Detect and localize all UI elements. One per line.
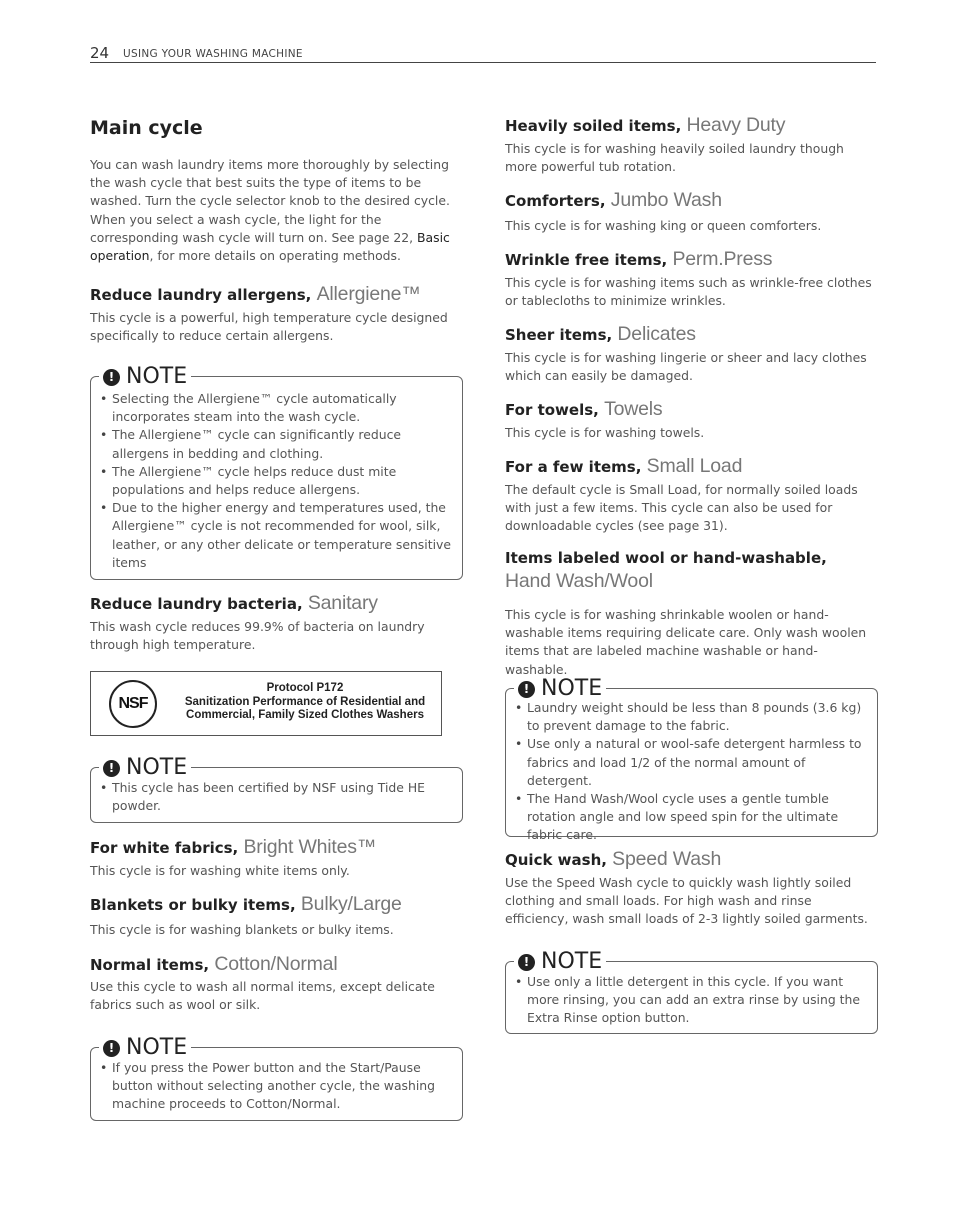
small-load-heading xyxy=(505,455,742,478)
note-title: NOTE xyxy=(126,364,188,389)
hand-wash-heading xyxy=(505,549,827,567)
cotton-cycle-name: Cotton/Normal xyxy=(214,953,338,975)
note-header xyxy=(514,950,606,974)
jumbo-wash-label: Comforters, xyxy=(505,192,611,210)
note-title: NOTE xyxy=(126,1035,188,1060)
allergiene-cycle-name: Allergiene™ xyxy=(316,283,421,305)
perm-press-desc: This cycle is for washing items such as wrinkle-free clothes or tablecloths to minimize wrinkles. xyxy=(505,275,872,309)
note-item: • This cycle has been certified by NSF using Tide HE powder. xyxy=(98,779,454,815)
nsf-certification-box xyxy=(90,671,442,736)
note-item: • Selecting the Allergiene™ cycle automatically incorporates steam into the wash cycle. xyxy=(98,390,454,426)
bulky-desc: This cycle is for washing blankets or bulky items. xyxy=(90,922,394,937)
note-header xyxy=(99,1036,191,1060)
bulky-label: Blankets or bulky items, xyxy=(90,896,301,914)
allergiene-heading xyxy=(90,283,421,306)
nsf-protocol-text xyxy=(171,682,439,723)
nsf-protocol: Protocol P172 xyxy=(266,682,344,694)
speed-wash-label: Quick wash, xyxy=(505,851,613,869)
bright-whites-label: For white fabrics, xyxy=(90,839,244,857)
speed-wash-cycle-name: Speed Wash xyxy=(612,848,722,870)
warning-icon: ! xyxy=(103,369,120,386)
cotton-label: Normal items, xyxy=(90,956,215,974)
bright-whites-cycle-name: Bright Whites™ xyxy=(243,836,377,858)
note-list xyxy=(513,973,871,1028)
note-box-nsf xyxy=(90,755,463,823)
note-box-hand-wash xyxy=(505,676,878,843)
note-item: • The Allergiene™ cycle can significantly reduce allergens in bedding and clothing. xyxy=(98,426,454,462)
basic-operation-link[interactable]: Basic operation xyxy=(90,229,450,264)
small-load-label: For a few items, xyxy=(505,458,647,476)
note-item: • The Hand Wash/Wool cycle uses a gentle tumble rotation angle and low speed spin for the ultimate fabric care. xyxy=(513,790,871,845)
nsf-logo xyxy=(109,680,157,728)
sanitary-desc: This wash cycle reduces 99.9% of bacteria on laundry through high temperature. xyxy=(90,619,425,653)
sanitary-cycle-name: Sanitary xyxy=(307,592,378,614)
cotton-heading xyxy=(90,953,337,976)
towels-label: For towels, xyxy=(505,401,605,419)
note-item: • If you press the Power button and the Start/Pause button without selecting another cycle, the washing machine proceeds to Cotton/Normal. xyxy=(98,1059,454,1114)
note-box-allergiene xyxy=(90,364,463,580)
note-list xyxy=(98,779,454,815)
warning-icon: ! xyxy=(103,760,120,777)
towels-heading xyxy=(505,398,662,421)
section-title: USING YOUR WASHING MACHINE xyxy=(123,48,303,60)
jumbo-wash-cycle-name: Jumbo Wash xyxy=(610,189,722,211)
page-header xyxy=(90,44,876,63)
note-header xyxy=(99,756,191,780)
bulky-cycle-name: Bulky/Large xyxy=(300,893,402,915)
hand-wash-desc: This cycle is for washing shrinkable woolen or hand-washable items requiring delicate care. Only wash woolen items that are labeled machine washable or hand-washable. xyxy=(505,607,867,677)
hand-wash-label: Items labeled wool or hand-washable, xyxy=(505,549,827,567)
delicates-desc: This cycle is for washing lingerie or sheer and lacy clothes which can easily be damaged. xyxy=(505,350,867,384)
delicates-heading xyxy=(505,323,696,346)
note-header xyxy=(99,365,191,389)
towels-cycle-name: Towels xyxy=(604,398,663,420)
note-item: • Laundry weight should be less than 8 pounds (3.6 kg) to prevent damage to the fabric. xyxy=(513,699,871,735)
bright-whites-heading xyxy=(90,836,376,859)
note-item: • Use only a little detergent in this cycle. If you want more rinsing, you can add an extra rinse by using the Extra Rinse option button. xyxy=(513,973,871,1028)
bright-whites-desc: This cycle is for washing white items only. xyxy=(90,863,350,878)
intro-paragraph xyxy=(90,156,468,265)
jumbo-wash-desc: This cycle is for washing king or queen comforters. xyxy=(505,218,822,233)
allergiene-label: Reduce laundry allergens, xyxy=(90,286,317,304)
warning-icon: ! xyxy=(518,681,535,698)
cotton-desc: Use this cycle to wash all normal items, except delicate fabrics such as wool or silk. xyxy=(90,979,435,1013)
sanitary-label: Reduce laundry bacteria, xyxy=(90,595,308,613)
note-list xyxy=(98,390,454,572)
heavy-duty-label: Heavily soiled items, xyxy=(505,117,687,135)
intro-text-end: , for more details on operating methods. xyxy=(149,248,401,264)
perm-press-cycle-name: Perm.Press xyxy=(672,248,773,270)
towels-desc: This cycle is for washing towels. xyxy=(505,425,705,440)
hand-wash-cycle-name: Hand Wash/Wool xyxy=(505,570,653,592)
intro-text: You can wash laundry items more thoroughly by selecting the wash cycle that best suits the type of items to be washed. Turn the cycle selector knob to the desired cycle. When you select a wash cycle, the light for the corresponding wash cycle will turn on. See page 22, xyxy=(90,157,450,245)
allergiene-desc: This cycle is a powerful, high temperature cycle designed specifically to reduce certain allergens. xyxy=(90,310,448,344)
note-header xyxy=(514,677,606,701)
note-title: NOTE xyxy=(126,755,188,780)
main-cycle-title: Main cycle xyxy=(90,117,203,139)
heavy-duty-desc: This cycle is for washing heavily soiled laundry though more powerful tub rotation. xyxy=(505,141,844,175)
small-load-desc: The default cycle is Small Load, for normally soiled loads with just a few items. This cycle can also be used for downloadable cycles (see page 31). xyxy=(505,482,858,534)
speed-wash-heading xyxy=(505,848,721,871)
bulky-heading xyxy=(90,893,402,916)
heavy-duty-heading xyxy=(505,114,785,137)
note-box-speed-wash xyxy=(505,949,878,1034)
heavy-duty-cycle-name: Heavy Duty xyxy=(686,114,786,136)
note-item: • Use only a natural or wool-safe detergent harmless to fabrics and load 1/2 of the normal amount of detergent. xyxy=(513,735,871,790)
note-box-cotton xyxy=(90,1035,463,1121)
note-title: NOTE xyxy=(541,676,603,701)
speed-wash-desc: Use the Speed Wash cycle to quickly wash lightly soiled clothing and small loads. For high wash and rinse efficiency, wash small loads of 2-3 lightly soiled garments. xyxy=(505,875,868,927)
delicates-label: Sheer items, xyxy=(505,326,618,344)
jumbo-wash-heading xyxy=(505,189,722,212)
sanitary-heading xyxy=(90,592,378,615)
note-item: • Due to the higher energy and temperatures used, the Allergiene™ cycle is not recommended for wool, silk, leather, or any other delicate or temperature sensitive items xyxy=(98,499,454,572)
page-number: 24 xyxy=(90,44,110,62)
note-item: • The Allergiene™ cycle helps reduce dust mite populations and helps reduce allergens. xyxy=(98,463,454,499)
perm-press-label: Wrinkle free items, xyxy=(505,251,673,269)
warning-icon: ! xyxy=(103,1040,120,1057)
warning-icon: ! xyxy=(518,954,535,971)
nsf-description: Sanitization Performance of Residential and Commercial, Family Sized Clothes Washers xyxy=(184,695,426,721)
note-title: NOTE xyxy=(541,949,603,974)
perm-press-heading xyxy=(505,248,772,271)
nsf-logo-text: NSF xyxy=(118,695,148,712)
delicates-cycle-name: Delicates xyxy=(617,323,696,345)
note-list xyxy=(98,1059,454,1114)
note-list xyxy=(513,699,871,845)
small-load-cycle-name: Small Load xyxy=(646,455,743,477)
